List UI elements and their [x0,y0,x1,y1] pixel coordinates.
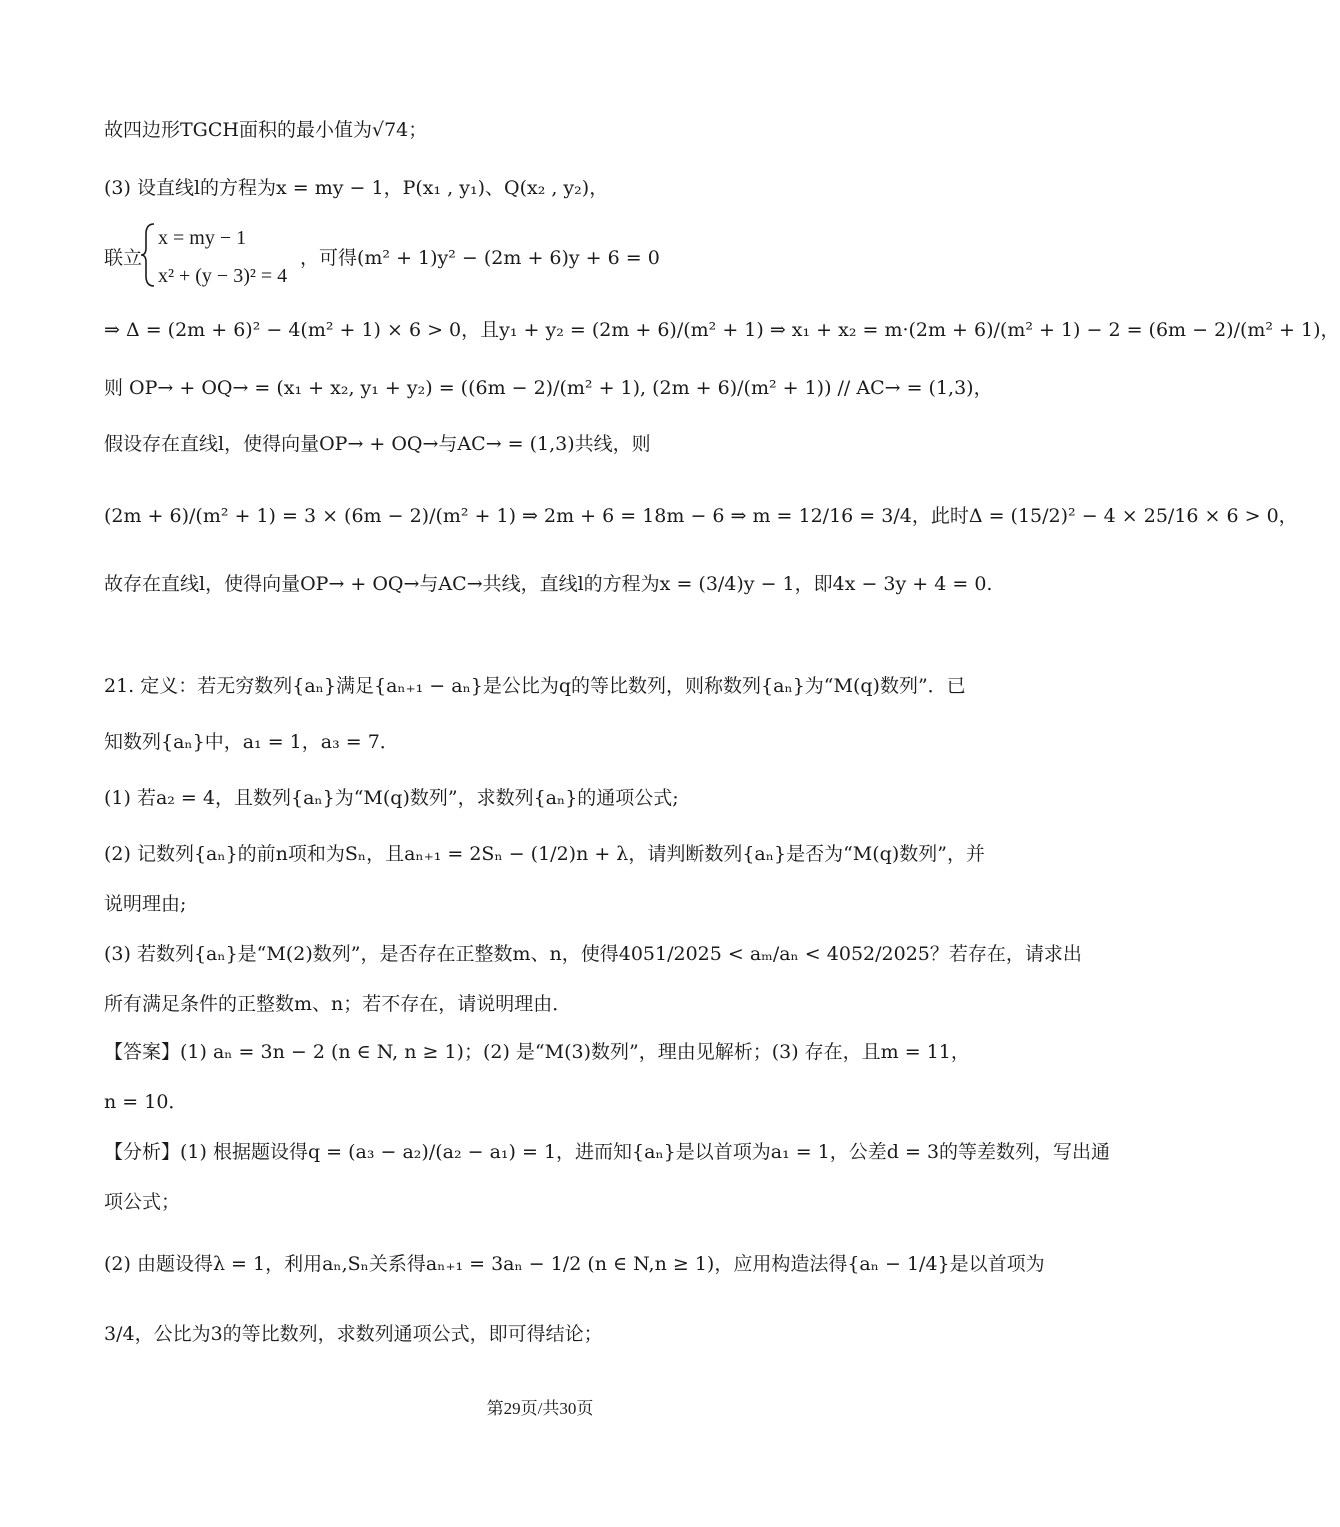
text-line-q21-part3: (3) 若数列{aₙ}是“M(2)数列”，是否存在正整数m、n，使得4051/2025 < aₘ/aₙ < 4052/2025？若存在，请求出 [104,943,1082,965]
text-line-vector-sum: 则 OP→ + OQ→ = (x₁ + x₂, y₁ + y₂) = ((6m − 2)/(m² + 1), (2m + 6)/(m² + 1)) // AC→ = (1,3)， [104,377,993,399]
text-line-analysis-1: 【分析】(1) 根据题设得q = (a₃ − a₂)/(a₂ − a₁) = 1，进而知{aₙ}是以首项为a₁ = 1，公差d = 3的等差数列，写出通 [104,1141,1111,1163]
text-combine-label: 联立 [104,247,143,269]
text-line-analysis-2-cont: 3/4，公比为3的等比数列，求数列通项公式，即可得结论； [104,1323,603,1345]
text-line-conclusion: 故存在直线l，使得向量OP→ + OQ→与AC→共线，直线l的方程为x = (3/4)y − 1，即4x − 3y + 4 = 0. [104,573,993,595]
text-line-part3-setup: (3) 设直线l的方程为x = my − 1，P(x₁ , y₁)、Q(x₂ , y₂)， [104,177,609,199]
text-line-q21-part2-cont: 说明理由; [104,893,187,915]
text-line-q21-given: 知数列{aₙ}中，a₁ = 1，a₃ = 7． [104,731,399,753]
text-line-q21-part2: (2) 记数列{aₙ}的前n项和为Sₙ，且aₙ₊₁ = 2Sₙ − (1/2)n + λ，请判断数列{aₙ}是否为“M(q)数列”，并 [104,843,985,865]
text-line-assumption: 假设存在直线l，使得向量OP→ + OQ→与AC→ = (1,3)共线，则 [104,433,651,455]
equation-line: x = my − 1 [158,227,247,249]
text-line-analysis-1-cont: 项公式； [104,1191,181,1213]
equation-circle: x² + (y − 3)² = 4 [158,265,288,287]
left-brace-icon [140,222,156,288]
text-combined-result: ，可得(m² + 1)y² − (2m + 6)y + 6 = 0 [300,247,660,269]
text-line-q21-part3-cont: 所有满足条件的正整数m、n；若不存在，请说明理由． [104,993,572,1015]
text-line-q21-definition: 21. 定义：若无穷数列{aₙ}满足{aₙ₊₁ − aₙ}是公比为q的等比数列，则称数列{aₙ}为“M(q)数列”．已 [104,675,966,697]
text-line-analysis-2: (2) 由题设得λ = 1，利用aₙ,Sₙ关系得aₙ₊₁ = 3aₙ − 1/2 (n ∈ N,n ≥ 1)，应用构造法得{aₙ − 1/4}是以首项为 [104,1253,1045,1275]
text-line-answer-cont: n = 10． [104,1091,188,1113]
page-number: 第29页/共30页 [486,1399,594,1418]
text-line-area-min: 故四边形TGCH面积的最小值为√74； [104,119,428,141]
text-line-q21-part1: (1) 若a₂ = 4，且数列{aₙ}为“M(q)数列”，求数列{aₙ}的通项公式; [104,787,679,809]
text-line-answer: 【答案】(1) aₙ = 3n − 2 (n ∈ N, n ≥ 1)；(2) 是“M(3)数列”，理由见解析；(3) 存在，且m = 11， [104,1041,970,1063]
text-line-solve-m: (2m + 6)/(m² + 1) = 3 × (6m − 2)/(m² + 1) ⇒ 2m + 6 = 18m − 6 ⇒ m = 12/16 = 3/4，此时Δ = (15/2)² − 4 × 25/16 × 6 > 0， [104,505,1298,527]
text-line-discriminant: ⇒ Δ = (2m + 6)² − 4(m² + 1) × 6 > 0，且y₁ + y₂ = (2m + 6)/(m² + 1) ⇒ x₁ + x₂ = m·(2m + 6)/(m² + 1) − 2 = (6m − 2)/(m² + 1)， [104,319,1340,341]
